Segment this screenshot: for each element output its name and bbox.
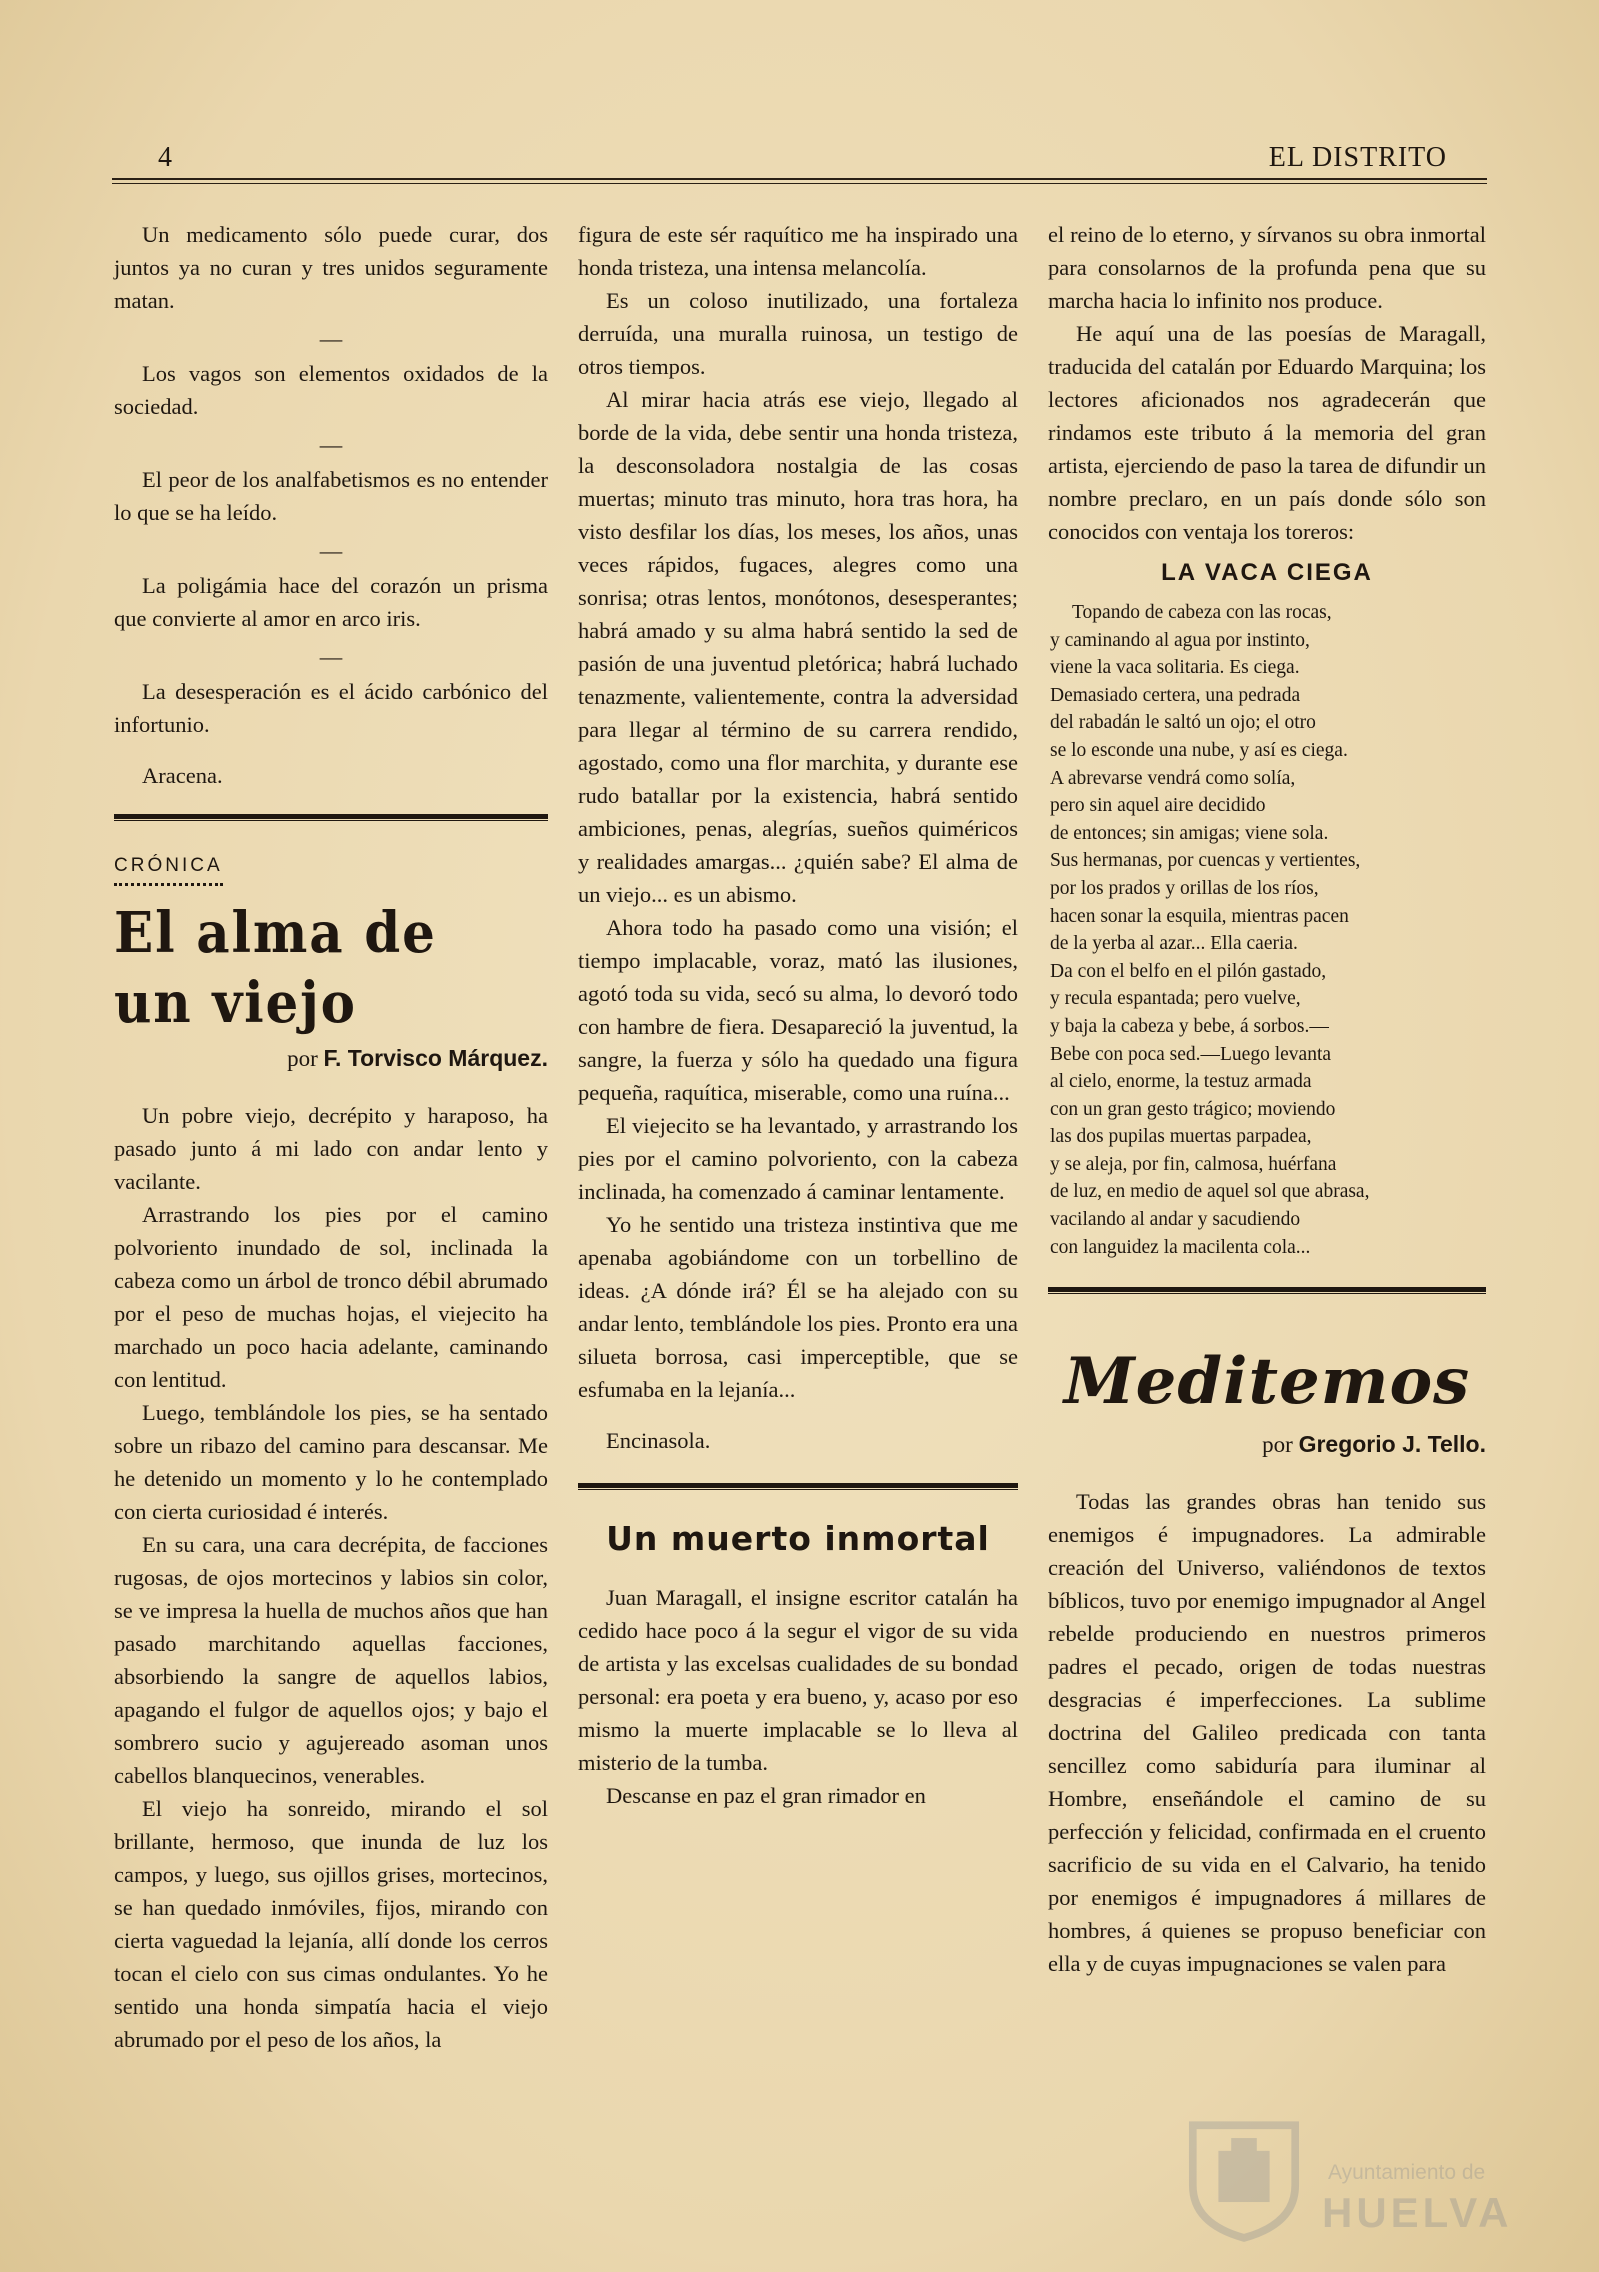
column-3 [1048, 218, 1486, 1980]
byline-prefix: por [287, 1046, 318, 1071]
column-1 [114, 218, 548, 2056]
article-paragraph: El viejo ha sonreido, mirando el sol brillante, hermoso, que inunda de luz los campos, y luego, sus ojillos grises, mortecinos, se han quedado inmóviles, fijos, mirando con cierta vaguedad la lejanía, allí donde los cerros tocan el cielo con sus cimas ondulantes. Yo he sentido una honda simpatía hacia el viejo abrumado por el peso de los años, la [114, 1796, 548, 2052]
dash-separator [114, 645, 548, 669]
poem-line: vacilando al andar y sacudiendo [1050, 1209, 1301, 1231]
archive-watermark [1180, 2105, 1520, 2245]
poem-line: Da con el belfo en el pilón gastado, [1050, 960, 1327, 982]
article-paragraph: Es un coloso inutilizado, una fortaleza derruída, una muralla ruinosa, un testigo de otros tiempos. [578, 288, 1018, 379]
dash-separator [114, 327, 548, 351]
poem-line: y recula espantada; pero vuelve, [1050, 988, 1301, 1010]
article-paragraph: En su cara, una cara decrépita, de facciones rugosas, de ojos mortecinos y labios sin color, se ve impresa la huella de muchos años que han pasado marchitando aquellas facciones, absorbiendo la sangre de aquellos labios, apagando el fulgor de aquellos ojos; y bajo el sombrero sucio y agujereado asoman unos cabellos blanquecinos, venerables. [114, 1532, 548, 1788]
article-paragraph: Juan Maragall, el insigne escritor catalán ha cedido hace poco á la segur el vigor de su vida de artista y las excelsas cualidades de su bondad personal: era poeta y era bueno, y, acaso por eso mismo la muerte implacable se lo lleva al misterio de la tumba. [578, 1585, 1018, 1775]
maxim: Los vagos son elementos oxidados de la sociedad. [114, 361, 548, 419]
byline-prefix: por [1262, 1432, 1293, 1458]
article-paragraph: Arrastrando los pies por el camino polvoriento inundado de sol, inclinada la cabeza como un árbol de tronco débil abrumado por el peso de muchas hojas, el viejecito ha marchado un poco hacia adelante, caminando con lentitud. [114, 1202, 548, 1392]
poem-line: hacen sonar la esquila, mientras pacen [1050, 905, 1349, 927]
maxim: La desesperación es el ácido carbónico del infortunio. [114, 679, 548, 737]
poem-line: se lo esconde una nube, y así es ciega. [1050, 739, 1348, 761]
article-paragraph: Ahora todo ha pasado como una visión; el tiempo implacable, voraz, mató las ilusiones, agotó toda su vida, secó su alma, lo devoró todo con hambre de fiera. Desapareció la juventud, la sangre, la fuerza y sólo ha quedado una figura pequeña, raquítica, miserable, como una ruína... [578, 915, 1018, 1105]
shield-icon [1180, 2115, 1308, 2243]
poem-line: Topando de cabeza con las rocas, [1072, 602, 1332, 623]
article-paragraph: el reino de lo eterno, y sírvanos su obra inmortal para consolarnos de la profunda pena que su marcha hacia lo infinito nos produce. [1048, 222, 1486, 313]
poem-line: con un gran gesto trágico; moviendo [1050, 1098, 1336, 1120]
section-rule [578, 1483, 1018, 1490]
article-paragraph: He aquí una de las poesías de Maragall, traducida del catalán por Eduardo Marquina; los lectores aficionados nos agradecerán que rindamos este tributo á la memoria del gran artista, ejerciendo de paso la tarea de difundir un nombre preclaro, en un país donde sólo son conocidos con ventaja los toreros: [1048, 321, 1486, 544]
article-paragraph: Descanse en paz el gran rimador en [606, 1783, 926, 1808]
poem [1048, 599, 1486, 1261]
poem-line: con languidez la macilenta cola... [1050, 1236, 1311, 1258]
watermark-line1: Ayuntamiento de [1328, 2161, 1486, 2184]
poem-line: Sus hermanas, por cuencas y vertientes, [1050, 850, 1361, 872]
poem-line: de la yerba al azar... Ella caeria. [1050, 933, 1298, 955]
header-rule-thin [112, 183, 1487, 184]
poem-line: del rabadán le saltó un ojo; el otro [1050, 712, 1316, 734]
maxim: El peor de los analfabetismos es no entender lo que se ha leído. [114, 467, 548, 525]
poem-line: viene la vaca solitaria. Es ciega. [1050, 657, 1300, 679]
poem-line: Demasiado certera, una pedrada [1050, 684, 1301, 706]
maxim: Un medicamento sólo puede curar, dos juntos ya no curan y tres unidos seguramente matan. [114, 222, 548, 313]
dash-separator [114, 539, 548, 563]
article-title-muerto: Un muerto inmortal [606, 1519, 990, 1558]
dash-separator [114, 433, 548, 457]
signature-encinasola: Encinasola. [606, 1428, 711, 1453]
column-2 [578, 218, 1018, 1812]
byline-author: F. Torvisco Márquez. [323, 1045, 548, 1071]
article-paragraph: Al mirar hacia atrás ese viejo, llegado al borde de la vida, debe sentir una honda tristeza, la desconsoladora nostalgia de las cosas muertas; minuto tras minuto, hora tras hora, ha visto desfilar los días, los meses, los años, unas veces rápidos, fugaces, alegres como una sonrisa; otras lentos, monótonos, desesperantes; habrá amado y su alma habrá sentido la sed de pasión de una juventud pletórica; habrá luchado tenazmente, valientemente, contra la adversidad para llegar al término de su carrera rendido, agostado, como una flor marchita, y durante ese rudo batallar por la existencia, habrá sentido ambiciones, penas, alegrías, sueños quiméricos y realidades amargas... ¿quién sabe? El alma de un viejo... es un abismo. [578, 387, 1018, 907]
section-rule [1048, 1287, 1486, 1294]
article-paragraph: Luego, temblándole los pies, se ha sentado sobre un ribazo del camino para descansar. Me he detenido un momento y lo he contemplado con cierta curiosidad é interés. [114, 1400, 548, 1524]
poem-line: y se aleja, por fin, calmosa, huérfana [1050, 1153, 1337, 1175]
signature-aracena: Aracena. [142, 763, 223, 788]
poem-title: LA VACA CIEGA [1161, 559, 1373, 586]
page-number: 4 [158, 142, 172, 173]
section-kicker: CRÓNICA [114, 849, 223, 886]
masthead: EL DISTRITO [1268, 142, 1447, 173]
article-paragraph: Yo he sentido una tristeza instintiva que me apenaba agobiándome con un torbellino de ideas. ¿A dónde irá? Él se ha alejado con su andar lento, temblándole los pies. Pronto era una silueta borrosa, casi imperceptible, que se esfumaba en la lejanía... [578, 1212, 1018, 1402]
article-paragraph: figura de este sér raquítico me ha inspirado una honda tristeza, una intensa melancolía. [578, 222, 1018, 280]
poem-line: A abrevarse vendrá como solía, [1050, 767, 1296, 789]
maxim: La poligámia hace del corazón un prisma que convierte al amor en arco iris. [114, 573, 548, 631]
poem-line: y baja la cabeza y bebe, á sorbos.— [1050, 1015, 1329, 1037]
article-byline [1048, 1428, 1486, 1461]
article-paragraph: Un pobre viejo, decrépito y haraposo, ha pasado junto á mi lado con andar lento y vacilante. [114, 1103, 548, 1194]
article-paragraph: El viejecito se ha levantado, y arrastrando los pies por el camino polvoriento, con la cabeza inclinada, ha comenzado á caminar lentamente. [578, 1113, 1018, 1204]
poem-line: y caminando al agua por instinto, [1050, 629, 1310, 651]
poem-line: al cielo, enorme, la testuz armada [1050, 1071, 1312, 1093]
header-rule [112, 178, 1487, 180]
watermark-line2: HUELVA [1322, 2189, 1513, 2236]
article-paragraph: Todas las grandes obras han tenido sus enemigos é impugnadores. La admirable creación del Universo, valiéndonos de textos bíblicos, tuvo por enemigo impugnador al Angel rebelde produciendo en nuestros primeros padres el pecado, origen de todas nuestras desgracias é imperfecciones. La sublime doctrina del Galileo predicada con tanta sencillez como sabiduría para iluminar al Hombre, enseñándole el camino de su perfección y felicidad, confirmada en el cruento sacrificio de su vida en el Calvario, ha tenido por enemigos é impugnadores á millares de hombres, á quienes se propuso beneficiar con ella y de cuyas impugnaciones se valen para [1048, 1489, 1486, 1977]
article-title-meditemos: Meditemos [1063, 1344, 1471, 1420]
page-header [112, 142, 1487, 182]
article-title: El alma de un viejo [114, 900, 437, 1036]
poem-line: por los prados y orillas de los ríos, [1050, 877, 1319, 899]
article-byline [114, 1042, 548, 1075]
poem-line: de luz, en medio de aquel sol que abrasa, [1050, 1181, 1370, 1203]
byline-author: Gregorio J. Tello. [1298, 1431, 1486, 1458]
section-rule [114, 814, 548, 821]
poem-line: Bebe con poca sed.—Luego levanta [1050, 1043, 1332, 1065]
poem-line: pero sin aquel aire decidido [1050, 795, 1266, 817]
poem-line: las dos pupilas muertas parpadea, [1050, 1126, 1312, 1148]
poem-line: de entonces; sin amigas; viene sola. [1050, 822, 1329, 844]
